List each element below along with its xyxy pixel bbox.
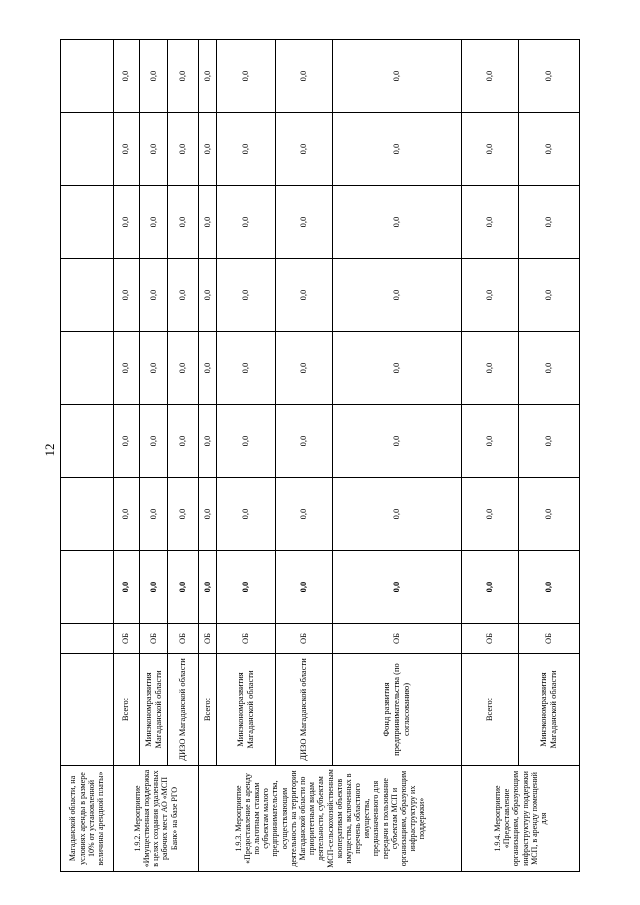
value-cell: 0,0 — [198, 259, 216, 332]
source-cell: ОБ — [113, 624, 139, 654]
value-cell — [61, 40, 114, 113]
source-cell: ОБ — [217, 624, 276, 654]
value-cell: 0,0 — [217, 40, 276, 113]
page-number: 12 — [42, 443, 57, 457]
value-cell: 0,0 — [462, 405, 519, 478]
executor-cell: Минэкономразвития Магаданской области — [519, 654, 580, 766]
value-cell: 0,0 — [332, 40, 462, 113]
value-cell: 0,0 — [140, 259, 168, 332]
table-row — [198, 40, 216, 872]
executor-cell: Минэкономразвития Магаданской области — [140, 654, 168, 766]
value-cell: 0,0 — [519, 186, 580, 259]
value-cell: 0,0 — [462, 478, 519, 551]
value-cell: 0,0 — [198, 113, 216, 186]
value-cell: 0,0 — [140, 186, 168, 259]
value-cell: 0,0 — [113, 405, 139, 478]
value-cell: 0,0 — [198, 551, 216, 624]
value-cell: 0,0 — [168, 551, 198, 624]
table-row — [332, 40, 462, 872]
value-cell: 0,0 — [113, 478, 139, 551]
value-cell: 0,0 — [113, 259, 139, 332]
value-cell: 0,0 — [275, 113, 332, 186]
document-page — [60, 40, 580, 872]
activity-name: 1.9.4. Мероприятие «Предоставление организациям, образующим инфраструктуру поддержки МСП, в аренду помещений для — [462, 766, 580, 872]
executor-cell: Всего: — [113, 654, 139, 766]
value-cell: 0,0 — [198, 405, 216, 478]
executor-cell: Минэкономразвития Магаданской области — [217, 654, 276, 766]
table-row — [462, 40, 519, 872]
table-row — [519, 40, 580, 872]
value-cell: 0,0 — [140, 332, 168, 405]
executor-cell: ДИЗО Магаданской области — [275, 654, 332, 766]
value-cell — [61, 478, 114, 551]
value-cell: 0,0 — [519, 551, 580, 624]
value-cell: 0,0 — [462, 551, 519, 624]
value-cell: 0,0 — [113, 113, 139, 186]
value-cell: 0,0 — [462, 332, 519, 405]
value-cell: 0,0 — [217, 405, 276, 478]
value-cell — [61, 259, 114, 332]
source-cell: ОБ — [332, 624, 462, 654]
value-cell: 0,0 — [519, 259, 580, 332]
value-cell: 0,0 — [168, 186, 198, 259]
value-cell: 0,0 — [217, 259, 276, 332]
executor-cell — [61, 654, 114, 766]
value-cell: 0,0 — [198, 186, 216, 259]
value-cell: 0,0 — [198, 40, 216, 113]
activity-name: Магаданской области, на условиях аренды в размере 10% от установленной величины арендной платы» — [61, 766, 114, 872]
value-cell — [61, 332, 114, 405]
value-cell — [61, 113, 114, 186]
value-cell: 0,0 — [332, 332, 462, 405]
value-cell — [61, 551, 114, 624]
source-cell: ОБ — [519, 624, 580, 654]
value-cell: 0,0 — [168, 332, 198, 405]
value-cell: 0,0 — [140, 551, 168, 624]
table-row — [217, 40, 276, 872]
value-cell: 0,0 — [113, 40, 139, 113]
value-cell: 0,0 — [217, 478, 276, 551]
table-row — [275, 40, 332, 872]
value-cell: 0,0 — [140, 405, 168, 478]
value-cell: 0,0 — [519, 478, 580, 551]
value-cell: 0,0 — [275, 551, 332, 624]
value-cell: 0,0 — [168, 40, 198, 113]
source-cell: ОБ — [462, 624, 519, 654]
value-cell: 0,0 — [332, 405, 462, 478]
value-cell: 0,0 — [217, 332, 276, 405]
value-cell: 0,0 — [198, 332, 216, 405]
value-cell: 0,0 — [168, 478, 198, 551]
value-cell: 0,0 — [217, 113, 276, 186]
table-row — [140, 40, 168, 872]
value-cell: 0,0 — [462, 40, 519, 113]
value-cell: 0,0 — [332, 259, 462, 332]
value-cell: 0,0 — [275, 259, 332, 332]
value-cell: 0,0 — [275, 332, 332, 405]
executor-cell: Всего: — [462, 654, 519, 766]
value-cell: 0,0 — [140, 113, 168, 186]
source-cell — [61, 624, 114, 654]
value-cell: 0,0 — [113, 551, 139, 624]
value-cell: 0,0 — [332, 113, 462, 186]
value-cell: 0,0 — [332, 551, 462, 624]
value-cell: 0,0 — [168, 113, 198, 186]
value-cell: 0,0 — [275, 186, 332, 259]
value-cell: 0,0 — [332, 478, 462, 551]
executor-cell: Всего: — [198, 654, 216, 766]
value-cell: 0,0 — [519, 40, 580, 113]
source-cell: ОБ — [198, 624, 216, 654]
value-cell: 0,0 — [113, 332, 139, 405]
value-cell: 0,0 — [168, 259, 198, 332]
activity-name: 1.9.3. Мероприятие «Предоставление в аренду по льготным ставкам субъектам малого предпринимательства, осуществляющим деятельность на территории Магаданской области по приоритетным видам деятельности, субъектам МСП-сельскохозяйственным кооперативам объектов имущества, включенных в перечень областного имущества, предназначенного для передачи в пользование субъектам МСП и организациям, образующим инфраструктуру их поддержки» — [198, 766, 462, 872]
value-cell: 0,0 — [113, 186, 139, 259]
value-cell: 0,0 — [140, 478, 168, 551]
value-cell: 0,0 — [275, 40, 332, 113]
executor-cell: ДИЗО Магаданской области — [168, 654, 198, 766]
value-cell: 0,0 — [332, 186, 462, 259]
activity-name: 1.9.2. Мероприятие «Имущественная поддержка в целях создания удаленных рабочих мест АО «МСП Банк» на базе РГО — [113, 766, 198, 872]
executor-cell: Фонд развития предпринимательства (по согласованию) — [332, 654, 462, 766]
value-cell: 0,0 — [217, 186, 276, 259]
source-cell: ОБ — [275, 624, 332, 654]
value-cell: 0,0 — [217, 551, 276, 624]
value-cell: 0,0 — [462, 259, 519, 332]
table-row — [168, 40, 198, 872]
table-row — [61, 40, 114, 872]
value-cell: 0,0 — [168, 405, 198, 478]
value-cell — [61, 186, 114, 259]
table-row — [113, 40, 139, 872]
budget-table — [60, 39, 580, 872]
value-cell: 0,0 — [275, 405, 332, 478]
value-cell: 0,0 — [462, 186, 519, 259]
value-cell: 0,0 — [140, 40, 168, 113]
value-cell: 0,0 — [198, 478, 216, 551]
value-cell: 0,0 — [519, 332, 580, 405]
value-cell: 0,0 — [519, 405, 580, 478]
value-cell: 0,0 — [519, 113, 580, 186]
value-cell — [61, 405, 114, 478]
source-cell: ОБ — [168, 624, 198, 654]
source-cell: ОБ — [140, 624, 168, 654]
value-cell: 0,0 — [462, 113, 519, 186]
value-cell: 0,0 — [275, 478, 332, 551]
